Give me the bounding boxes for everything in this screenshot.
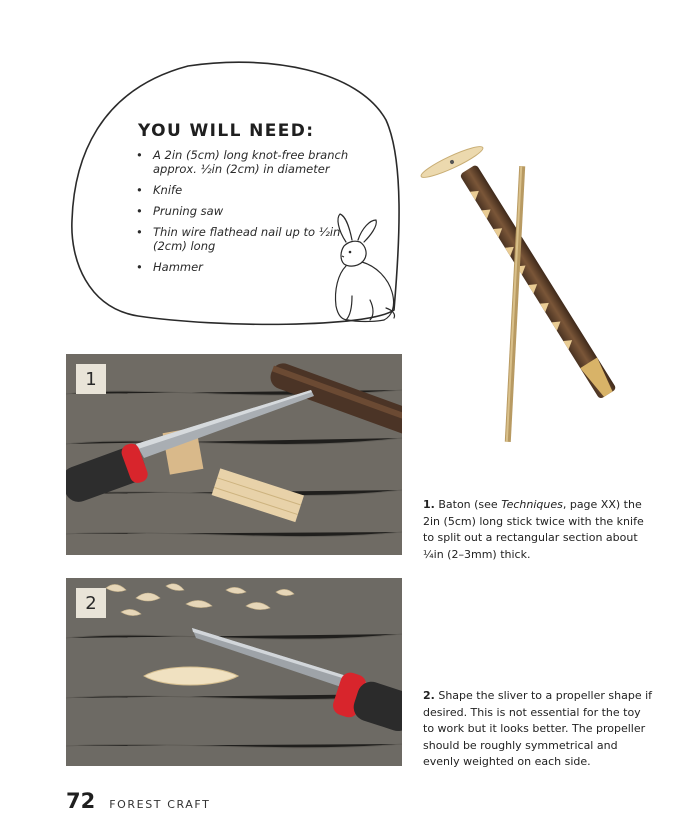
step-2-scene <box>66 578 402 766</box>
step-2-badge: 2 <box>76 588 106 618</box>
page-number: 72 <box>66 789 96 813</box>
step-2-number: 2. <box>423 689 435 702</box>
bullet: • <box>136 204 143 218</box>
rabbit-illustration <box>326 212 398 326</box>
running-head: FOREST CRAFT <box>109 798 211 811</box>
step-2-instruction <box>423 688 655 771</box>
finished-toy-photo <box>412 122 682 452</box>
techniques-reference: Techniques <box>501 498 563 511</box>
step-1-instruction <box>423 497 655 563</box>
materials-item-text: Hammer <box>153 260 203 274</box>
step-1-badge: 1 <box>76 364 106 394</box>
rabbit-nose <box>342 256 344 257</box>
step-1-photo <box>66 354 402 555</box>
bullet: • <box>136 225 143 239</box>
rabbit-eye <box>349 251 352 254</box>
materials-item <box>134 183 374 197</box>
step-1-text-before: Baton (see <box>438 498 502 511</box>
step-2-text: Shape the sliver to a propeller shape if desired. This is not essential for the toy to work but it looks better. The propeller should be roughly symmetrical and evenly weighted on each side. <box>423 689 653 768</box>
step-2-photo <box>66 578 402 766</box>
materials-title: YOU WILL NEED: <box>138 121 315 141</box>
step-1-number: 1. <box>423 498 435 511</box>
materials-item-text: Knife <box>153 183 183 197</box>
page-footer <box>66 789 210 813</box>
step-1-scene <box>66 354 402 555</box>
materials-item-text: Thin wire flathead nail up to ¹⁄₂in (2cm) long <box>153 225 341 253</box>
step-1-text-after: , page XX) the 2in (5cm) long stick twice with the knife to split out a rectangular section about ¼in (2–3mm) thick. <box>423 498 644 561</box>
materials-item <box>134 148 374 176</box>
bullet: • <box>136 260 143 274</box>
materials-item-text: A 2in (5cm) long knot-free branch approx. ½in (2cm) in diameter <box>153 148 349 176</box>
materials-item-text: Pruning saw <box>153 204 224 218</box>
bullet: • <box>136 148 143 162</box>
bullet: • <box>136 183 143 197</box>
